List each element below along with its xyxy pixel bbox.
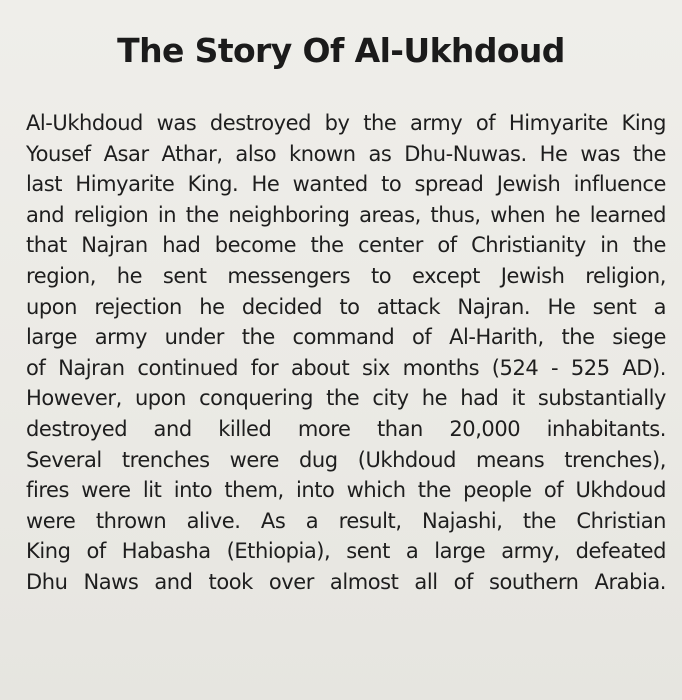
body-line: region, he sent messengers to except Jewish religion,	[26, 263, 666, 288]
body-line: of Najran continued for about six months (524 - 525 AD).	[26, 355, 666, 380]
sign-title: The Story Of Al-Ukhdoud	[117, 31, 565, 70]
body-line: fires were lit into them, into which the people of Ukhdoud	[26, 478, 666, 503]
body-line: last Himyarite King. He wanted to spread Jewish influence	[26, 172, 666, 197]
body-line: However, upon conquering the city he had it substantially	[26, 386, 666, 411]
body-line: that Najran had become the center of Christianity in the	[26, 233, 666, 258]
body-line: King of Habasha (Ethiopia), sent a large army, defeated	[26, 539, 666, 564]
body-line: upon rejection he decided to attack Najran. He sent a	[26, 294, 666, 319]
body-line: Al-Ukhdoud was destroyed by the army of Himyarite King	[26, 111, 666, 135]
body-line: large army under the command of Al-Harith, the siege	[26, 325, 666, 350]
body-line: Yousef Asar Athar, also known as Dhu-Nuwas. He was the	[26, 141, 666, 166]
body-line: Dhu Naws and took over almost all of southern Arabia.	[26, 569, 666, 594]
body-line: were thrown alive. As a result, Najashi, the Christian	[26, 508, 666, 533]
body-line: Several trenches were dug (Ukhdoud means trenches),	[26, 447, 666, 472]
body-line: and religion in the neighboring areas, thus, when he learned	[26, 202, 666, 227]
sign-body	[26, 108, 666, 598]
body-line: destroyed and killed more than 20,000 inhabitants.	[26, 416, 666, 441]
